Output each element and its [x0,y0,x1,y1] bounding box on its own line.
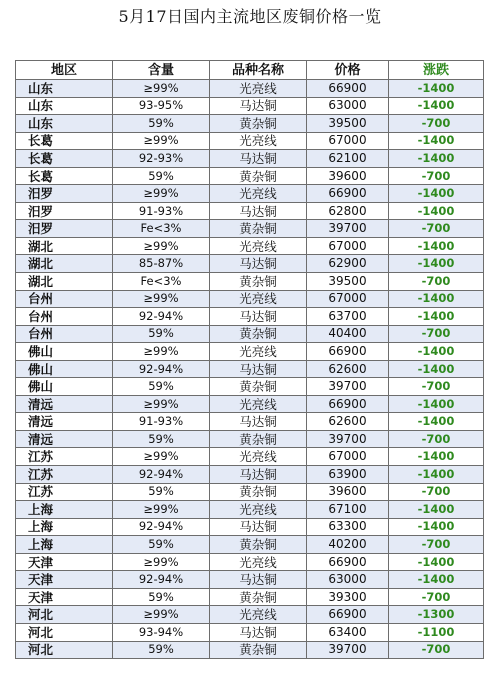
table-row [16,501,484,519]
change-cell: -1400 [389,290,484,308]
price-cell: 39500 [307,273,389,291]
table-row [16,185,484,203]
change-cell: -700 [389,325,484,343]
header-row [16,61,484,80]
region-cell: 江苏 [16,466,113,484]
product-cell: 光亮线 [210,395,307,413]
content-cell: 91-93% [113,202,210,220]
content-cell: 59% [113,325,210,343]
change-cell: -1400 [389,501,484,519]
region-cell: 上海 [16,501,113,519]
header-region: 地区 [16,61,113,80]
price-cell: 66900 [307,80,389,98]
price-cell: 66900 [307,553,389,571]
content-cell: 92-93% [113,150,210,168]
change-cell: -700 [389,115,484,133]
region-cell: 湖北 [16,237,113,255]
price-cell: 66900 [307,343,389,361]
table-row [16,202,484,220]
product-cell: 黄杂铜 [210,588,307,606]
content-cell: ≥99% [113,343,210,361]
product-cell: 光亮线 [210,553,307,571]
product-cell: 马达铜 [210,150,307,168]
product-cell: 黄杂铜 [210,220,307,238]
product-cell: 马达铜 [210,518,307,536]
content-cell: 59% [113,483,210,501]
region-cell: 汨罗 [16,202,113,220]
product-cell: 马达铜 [210,466,307,484]
product-cell: 光亮线 [210,185,307,203]
content-cell: 92-94% [113,518,210,536]
product-cell: 黄杂铜 [210,536,307,554]
content-cell: 59% [113,378,210,396]
content-cell: 92-94% [113,571,210,589]
price-cell: 62600 [307,413,389,431]
change-cell: -1400 [389,308,484,326]
content-cell: ≥99% [113,553,210,571]
price-cell: 67000 [307,237,389,255]
product-cell: 黄杂铜 [210,115,307,133]
change-cell: -700 [389,483,484,501]
content-cell: 59% [113,588,210,606]
price-cell: 62600 [307,360,389,378]
region-cell: 汨罗 [16,185,113,203]
price-cell: 62100 [307,150,389,168]
content-cell: 59% [113,115,210,133]
change-cell: -1300 [389,606,484,624]
product-cell: 马达铜 [210,97,307,115]
table-row [16,132,484,150]
content-cell: 85-87% [113,255,210,273]
change-cell: -1400 [389,518,484,536]
table-row [16,308,484,326]
change-cell: -1100 [389,623,484,641]
content-cell: ≥99% [113,448,210,466]
change-cell: -700 [389,641,484,659]
header-product: 品种名称 [210,61,307,80]
change-cell: -1400 [389,132,484,150]
content-cell: 93-94% [113,623,210,641]
region-cell: 湖北 [16,255,113,273]
product-cell: 光亮线 [210,80,307,98]
region-cell: 山东 [16,80,113,98]
region-cell: 长葛 [16,132,113,150]
region-cell: 佛山 [16,378,113,396]
price-cell: 67000 [307,290,389,308]
product-cell: 黄杂铜 [210,430,307,448]
table-row [16,413,484,431]
table-row [16,430,484,448]
product-cell: 光亮线 [210,501,307,519]
content-cell: ≥99% [113,501,210,519]
change-cell: -1400 [389,97,484,115]
region-cell: 上海 [16,536,113,554]
price-cell: 39600 [307,483,389,501]
price-cell: 39700 [307,220,389,238]
product-cell: 光亮线 [210,343,307,361]
price-cell: 39600 [307,167,389,185]
content-cell: ≥99% [113,290,210,308]
region-cell: 台州 [16,308,113,326]
content-cell: Fe<3% [113,273,210,291]
price-cell: 63000 [307,571,389,589]
price-cell: 66900 [307,395,389,413]
header-change: 涨跌 [389,61,484,80]
change-cell: -1400 [389,202,484,220]
region-cell: 江苏 [16,483,113,501]
region-cell: 佛山 [16,360,113,378]
change-cell: -1400 [389,237,484,255]
content-cell: ≥99% [113,395,210,413]
change-cell: -1400 [389,553,484,571]
table-row [16,588,484,606]
content-cell: ≥99% [113,606,210,624]
change-cell: -1400 [389,466,484,484]
table-row [16,466,484,484]
change-cell: -1400 [389,448,484,466]
product-cell: 马达铜 [210,413,307,431]
region-cell: 天津 [16,571,113,589]
table-row [16,290,484,308]
table-row [16,80,484,98]
price-cell: 63000 [307,97,389,115]
price-cell: 63400 [307,623,389,641]
table-row [16,448,484,466]
change-cell: -1400 [389,395,484,413]
price-cell: 67000 [307,448,389,466]
price-table [15,60,484,659]
region-cell: 汨罗 [16,220,113,238]
region-cell: 长葛 [16,150,113,168]
content-cell: 91-93% [113,413,210,431]
table-row [16,343,484,361]
change-cell: -700 [389,167,484,185]
change-cell: -700 [389,220,484,238]
change-cell: -1400 [389,360,484,378]
content-cell: 59% [113,536,210,554]
content-cell: Fe<3% [113,220,210,238]
product-cell: 黄杂铜 [210,273,307,291]
table-row [16,220,484,238]
region-cell: 湖北 [16,273,113,291]
region-cell: 山东 [16,115,113,133]
product-cell: 马达铜 [210,360,307,378]
page-title: 5月17日国内主流地区废铜价格一览 [118,7,382,26]
header-price: 价格 [307,61,389,80]
region-cell: 河北 [16,641,113,659]
table-row [16,97,484,115]
content-cell: 92-94% [113,466,210,484]
table-row [16,325,484,343]
content-cell: ≥99% [113,237,210,255]
content-cell: 59% [113,430,210,448]
header-content: 含量 [113,61,210,80]
table-row [16,273,484,291]
region-cell: 天津 [16,588,113,606]
region-cell: 佛山 [16,343,113,361]
product-cell: 黄杂铜 [210,641,307,659]
content-cell: 93-95% [113,97,210,115]
product-cell: 马达铜 [210,255,307,273]
change-cell: -700 [389,588,484,606]
product-cell: 黄杂铜 [210,167,307,185]
change-cell: -1400 [389,80,484,98]
price-cell: 66900 [307,185,389,203]
product-cell: 光亮线 [210,132,307,150]
price-cell: 39700 [307,430,389,448]
change-cell: -1400 [389,571,484,589]
product-cell: 光亮线 [210,237,307,255]
content-cell: 59% [113,167,210,185]
region-cell: 河北 [16,623,113,641]
content-cell: 92-94% [113,308,210,326]
table-body [16,80,484,659]
price-cell: 62900 [307,255,389,273]
product-cell: 光亮线 [210,290,307,308]
table-row [16,150,484,168]
region-cell: 河北 [16,606,113,624]
table-row [16,641,484,659]
change-cell: -700 [389,378,484,396]
price-cell: 63900 [307,466,389,484]
region-cell: 清远 [16,413,113,431]
product-cell: 黄杂铜 [210,325,307,343]
product-cell: 马达铜 [210,202,307,220]
product-cell: 黄杂铜 [210,378,307,396]
price-cell: 39700 [307,378,389,396]
region-cell: 江苏 [16,448,113,466]
table-row [16,115,484,133]
region-cell: 清远 [16,430,113,448]
table-row [16,237,484,255]
price-cell: 39700 [307,641,389,659]
table-row [16,623,484,641]
price-cell: 39300 [307,588,389,606]
region-cell: 上海 [16,518,113,536]
region-cell: 山东 [16,97,113,115]
price-cell: 40400 [307,325,389,343]
product-cell: 马达铜 [210,571,307,589]
price-cell: 63300 [307,518,389,536]
product-cell: 马达铜 [210,623,307,641]
content-cell: 92-94% [113,360,210,378]
table-row [16,255,484,273]
content-cell: ≥99% [113,80,210,98]
content-cell: ≥99% [113,132,210,150]
table-row [16,536,484,554]
table-row [16,483,484,501]
change-cell: -1400 [389,150,484,168]
region-cell: 天津 [16,553,113,571]
table-row [16,606,484,624]
price-cell: 67100 [307,501,389,519]
change-cell: -700 [389,536,484,554]
table-row [16,518,484,536]
table-row [16,360,484,378]
product-cell: 光亮线 [210,448,307,466]
region-cell: 长葛 [16,167,113,185]
change-cell: -1400 [389,185,484,203]
region-cell: 清远 [16,395,113,413]
change-cell: -700 [389,430,484,448]
price-cell: 40200 [307,536,389,554]
table-row [16,378,484,396]
table-row [16,571,484,589]
price-cell: 67000 [307,132,389,150]
price-cell: 62800 [307,202,389,220]
content-cell: ≥99% [113,185,210,203]
table-row [16,553,484,571]
price-cell: 66900 [307,606,389,624]
product-cell: 光亮线 [210,606,307,624]
change-cell: -700 [389,273,484,291]
change-cell: -1400 [389,255,484,273]
product-cell: 黄杂铜 [210,483,307,501]
table-row [16,395,484,413]
product-cell: 马达铜 [210,308,307,326]
region-cell: 台州 [16,290,113,308]
change-cell: -1400 [389,413,484,431]
region-cell: 台州 [16,325,113,343]
table-row [16,167,484,185]
price-cell: 63700 [307,308,389,326]
content-cell: 59% [113,641,210,659]
price-cell: 39500 [307,115,389,133]
change-cell: -1400 [389,343,484,361]
